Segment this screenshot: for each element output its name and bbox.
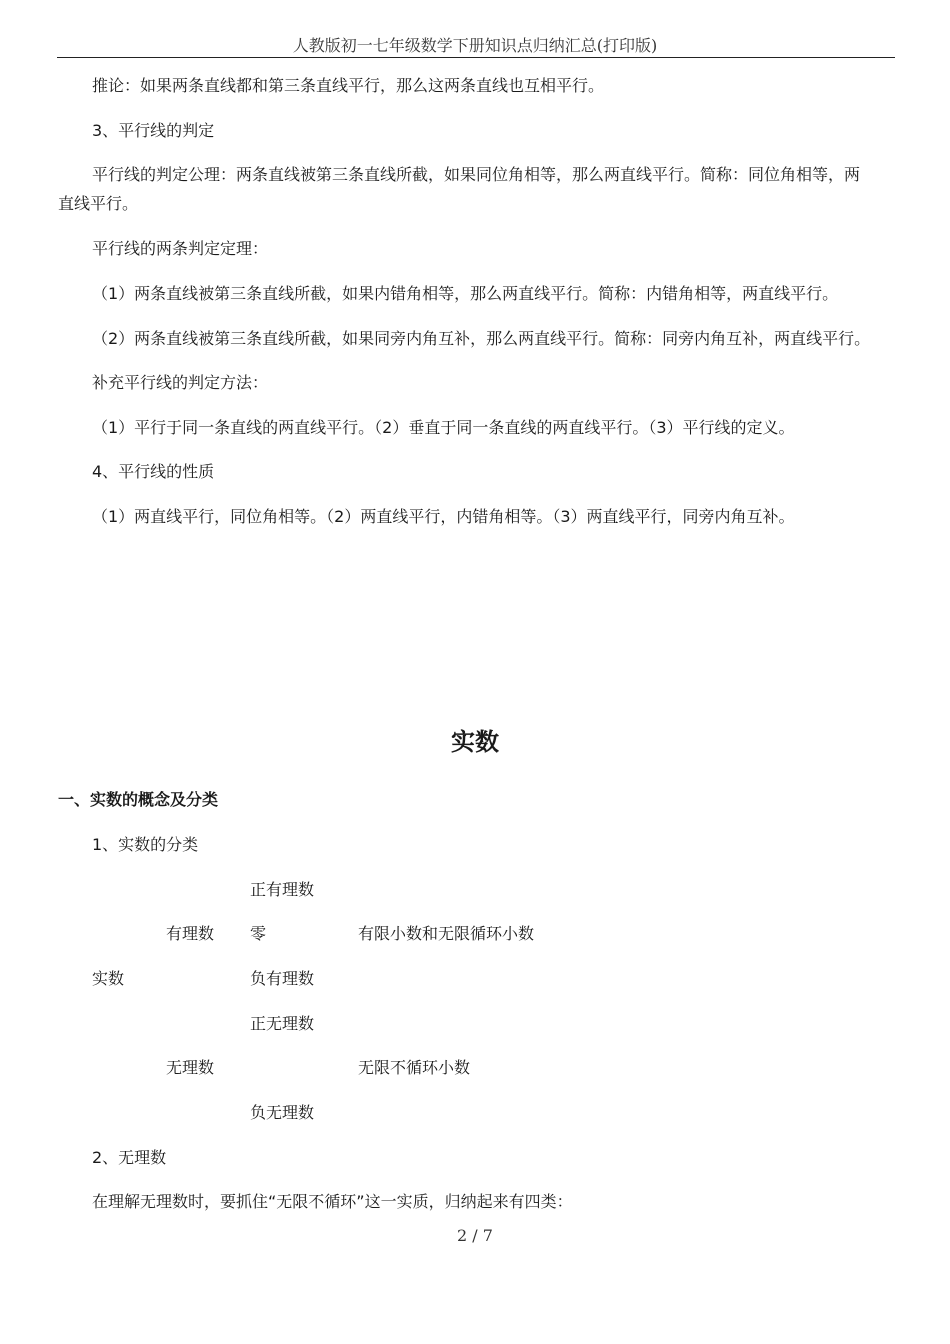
class-irrational-description: 无限不循环小数 [358, 1058, 471, 1077]
properties-paragraph: （1）两直线平行，同位角相等。（2）两直线平行，内错角相等。（3）两直线平行，同旁内角互补。 [92, 507, 795, 526]
page-number: 2 / 7 [457, 1226, 493, 1245]
class-real-root: 实数 [92, 969, 125, 988]
class-rational: 有理数 [166, 924, 215, 943]
class-rational-description: 有限小数和无限循环小数 [358, 924, 535, 943]
two-theorems-heading: 平行线的两条判定定理： [92, 239, 269, 258]
heading-parallel-criteria: 3、平行线的判定 [92, 121, 215, 140]
supplement-heading: 补充平行线的判定方法： [92, 373, 269, 392]
class-zero: 零 [250, 924, 267, 943]
section-heading-1: 一、实数的概念及分类 [58, 790, 219, 809]
subheading-classification: 1、实数的分类 [92, 835, 199, 854]
class-positive-rational: 正有理数 [250, 880, 315, 899]
heading-parallel-properties: 4、平行线的性质 [92, 462, 215, 481]
theorem-1: （1）两条直线被第三条直线所截，如果内错角相等，那么两直线平行。简称：内错角相等，两直线平行。 [92, 284, 839, 303]
irrational-intro: 在理解无理数时，要抓住“无限不循环”这一实质，归纳起来有四类： [92, 1192, 573, 1211]
axiom-paragraph-line2: 直线平行。 [58, 194, 139, 213]
class-irrational: 无理数 [166, 1058, 215, 1077]
section-title: 实数 [451, 728, 499, 756]
subheading-irrational: 2、无理数 [92, 1148, 167, 1167]
class-negative-irrational: 负无理数 [250, 1103, 315, 1122]
theorem-2: （2）两条直线被第三条直线所截，如果同旁内角互补，那么两直线平行。简称：同旁内角互补，两直线平行。 [92, 329, 871, 348]
document-header-title: 人教版初一七年级数学下册知识点归纳汇总(打印版) [292, 36, 658, 55]
corollary-paragraph: 推论：如果两条直线都和第三条直线平行，那么这两条直线也互相平行。 [92, 76, 605, 95]
axiom-paragraph-line1: 平行线的判定公理：两条直线被第三条直线所截，如果同位角相等，那么两直线平行。简称：同位角相等，两 [92, 165, 861, 184]
supplement-items: （1）平行于同一条直线的两直线平行。（2）垂直于同一条直线的两直线平行。（3）平行线的定义。 [92, 418, 795, 437]
class-positive-irrational: 正无理数 [250, 1014, 315, 1033]
class-negative-rational: 负有理数 [250, 969, 315, 988]
header-divider [57, 57, 895, 58]
